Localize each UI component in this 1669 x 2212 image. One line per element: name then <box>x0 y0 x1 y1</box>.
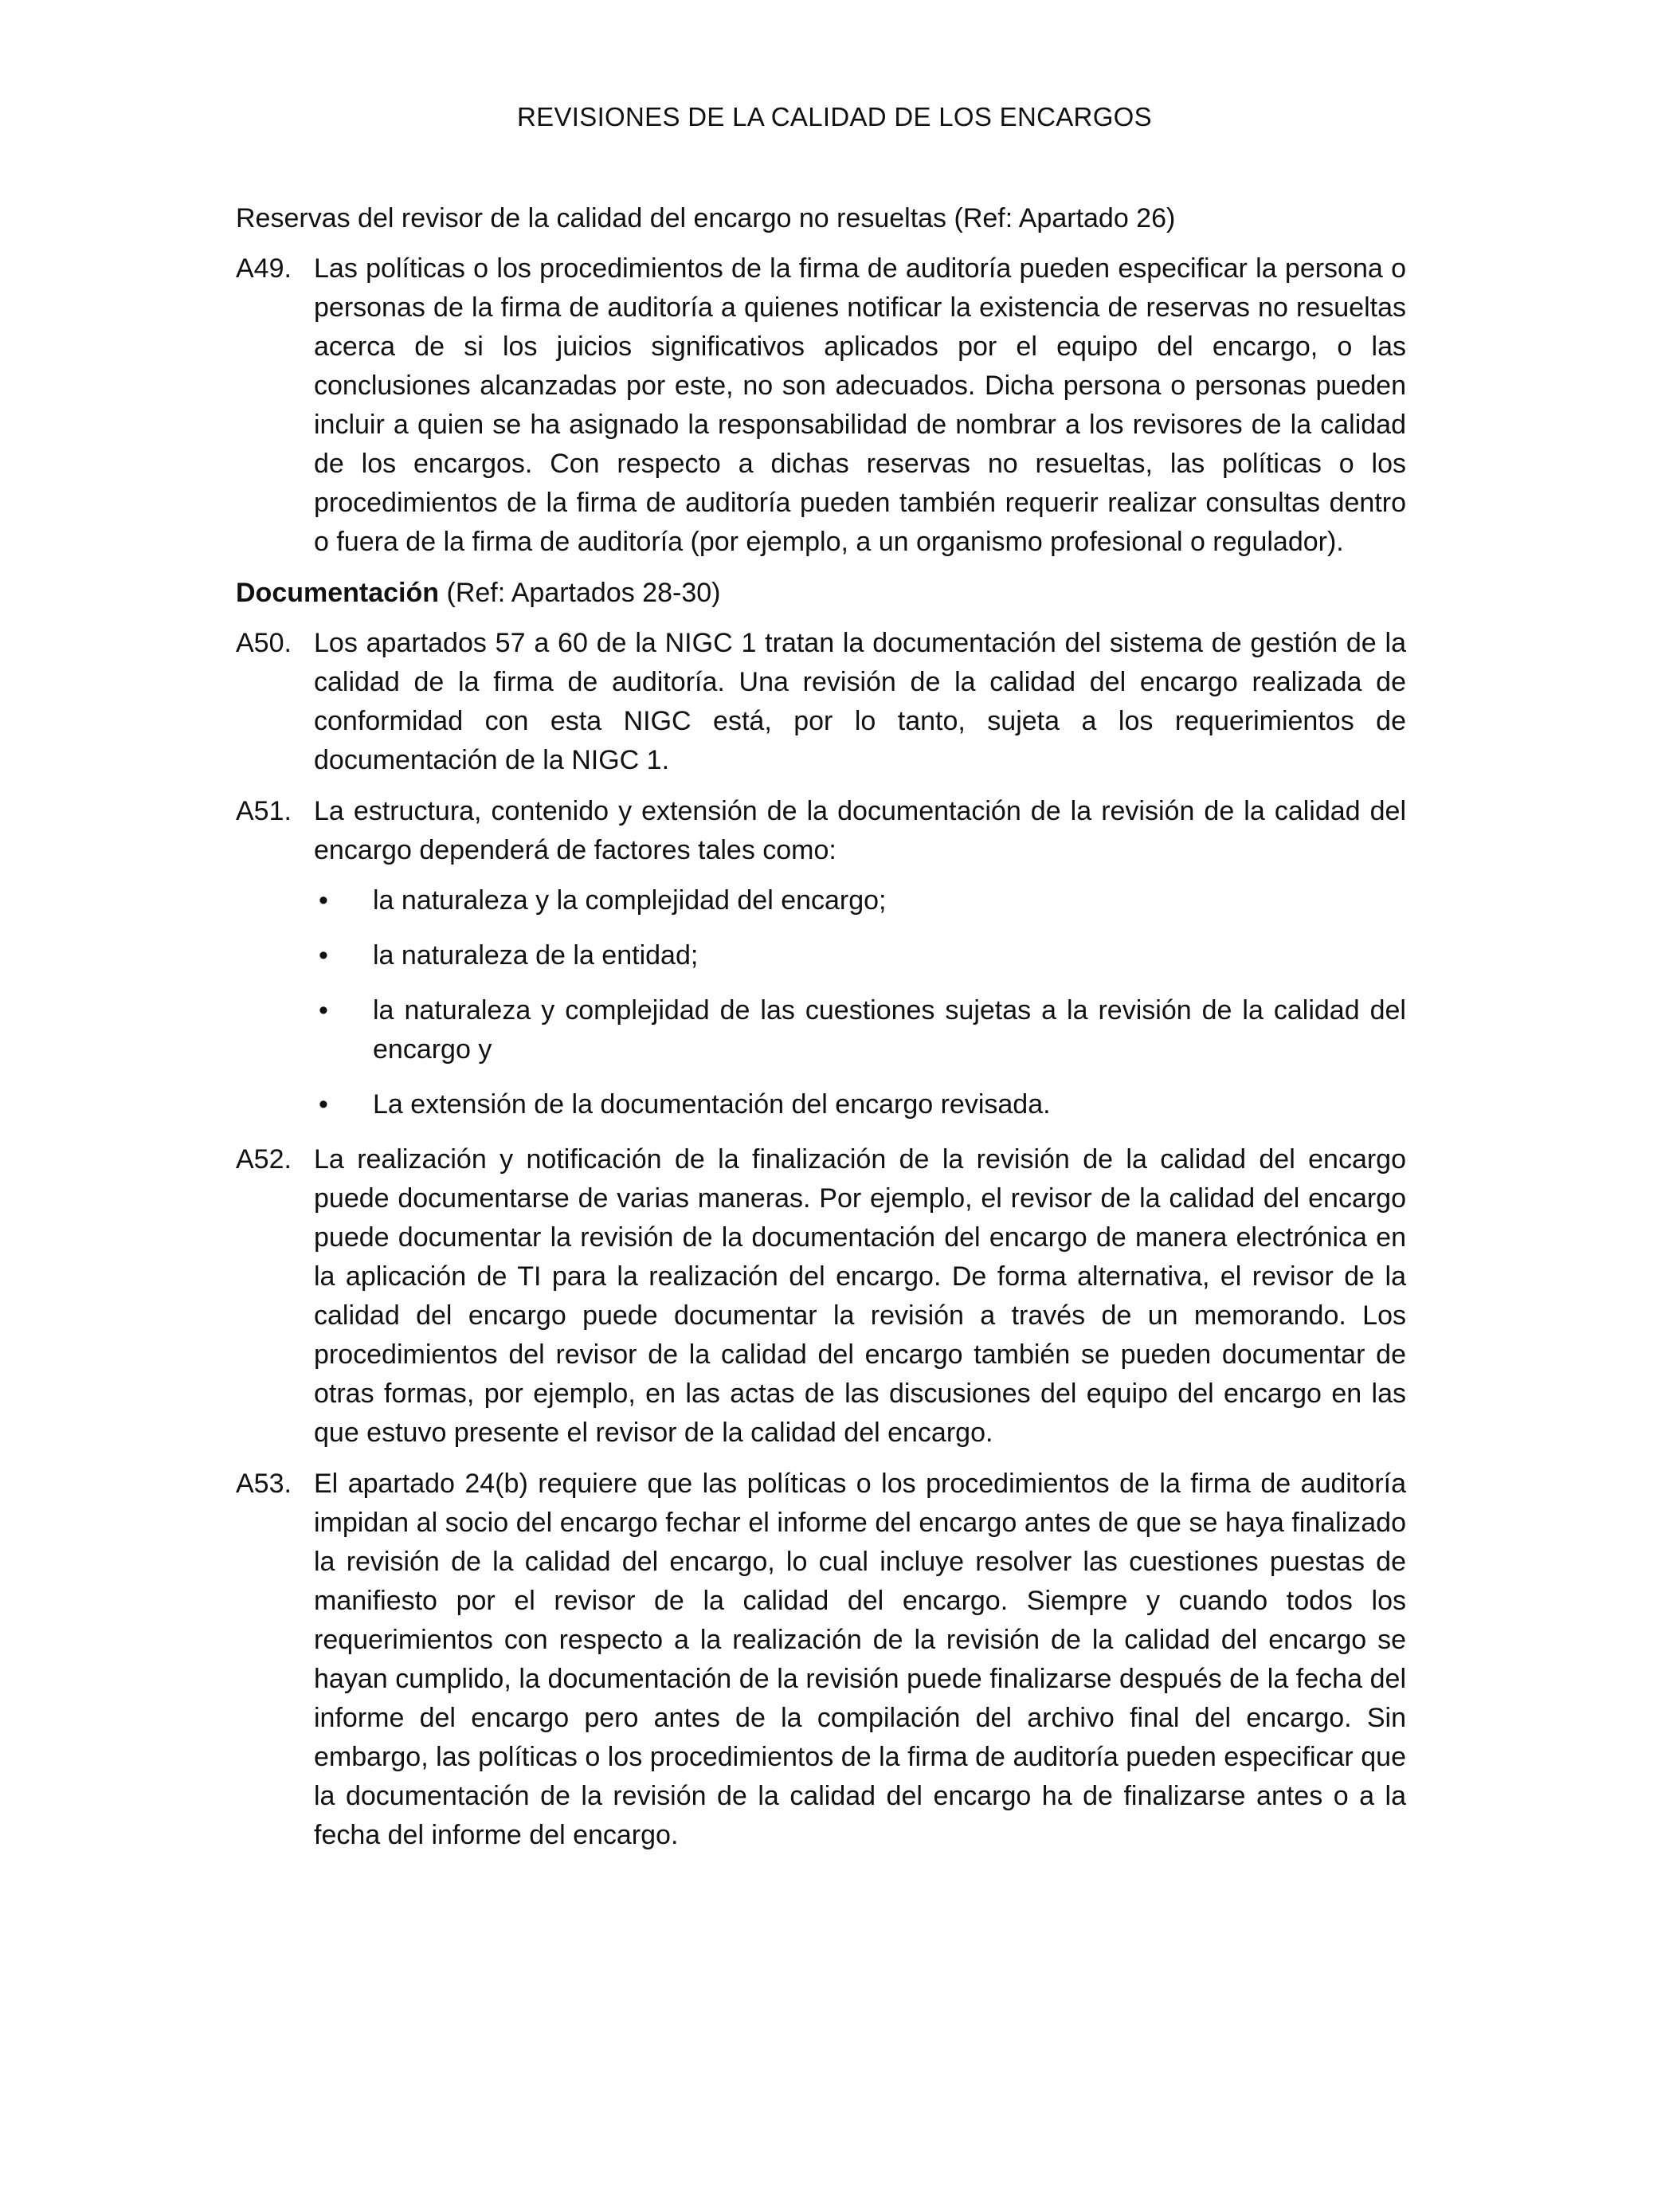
bullet-list <box>314 881 1406 1124</box>
subsection-heading: Reservas del revisor de la calidad del encargo no resueltas (Ref: Apartado 26) <box>236 203 1176 233</box>
bullet-icon: • <box>319 940 328 971</box>
list-item <box>314 936 1406 975</box>
paragraph-text: La realización y notificación de la finalización de la revisión de la calidad del encargo puede documentarse de varias maneras. Por ejemplo, el revisor de la calidad del encargo puede documentar la revisión de la documentación del encargo de manera electrónica en la aplicación de TI para la realización del encargo. De forma alternativa, el revisor de la calidad del encargo puede documentar la revisión a través de un memorando. Los procedimientos del revisor de la calidad del encargo también se pueden documentar de otras formas, por ejemplo, en las actas de las discusiones del equipo del encargo en las que estuvo presente el revisor de la calidad del encargo. <box>314 1144 1406 1448</box>
paragraph-number: A49. <box>236 253 292 284</box>
bullet-icon: • <box>319 1089 328 1120</box>
paragraph-text: La estructura, contenido y extensión de la documentación de la revisión de la calidad del encargo dependerá de factores tales como: <box>314 796 1406 865</box>
section-reference: (Ref: Apartados 28-30) <box>439 578 721 608</box>
paragraph-number: A51. <box>236 796 292 826</box>
paragraph-a52 <box>236 1140 1406 1453</box>
list-item <box>314 991 1406 1069</box>
paragraph-number: A52. <box>236 1144 292 1175</box>
list-item-text: la naturaleza de la entidad; <box>373 940 699 971</box>
paragraph-text: Los apartados 57 a 60 de la NIGC 1 tratan la documentación del sistema de gestión de la calidad de la firma de auditoría. Una revisión de la calidad del encargo realizada de conformidad con esta NIGC está, por lo tanto, sujeta a los requerimientos de documentación de la NIGC 1. <box>314 628 1406 775</box>
list-item-text: la naturaleza y la complejidad del encargo; <box>373 885 887 916</box>
paragraph-a50 <box>236 624 1406 780</box>
list-item <box>314 881 1406 920</box>
list-item <box>314 1085 1406 1124</box>
paragraph-text: El apartado 24(b) requiere que las políticas o los procedimientos de la firma de auditoría impidan al socio del encargo fechar el informe del encargo antes de que se haya finalizado la revisión de la calidad del encargo, lo cual incluye resolver las cuestiones puestas de manifiesto por el revisor de la calidad del encargo. Siempre y cuando todos los requerimientos con respecto a la realización de la revisión de la calidad del encargo se hayan cumplido, la documentación de la revisión puede finalizarse después de la fecha del informe del encargo pero antes de la compilación del archivo final del encargo. Sin embargo, las políticas o los procedimientos de la firma de auditoría pueden especificar que la documentación de la revisión de la calidad del encargo ha de finalizarse antes o a la fecha del informe del encargo. <box>314 1469 1406 1850</box>
section-title: Documentación <box>236 578 440 608</box>
page-content <box>236 199 1406 1867</box>
list-item-text: La extensión de la documentación del encargo revisada. <box>373 1089 1051 1120</box>
paragraph-a51 <box>236 792 1406 1124</box>
bullet-icon: • <box>319 885 328 916</box>
paragraph-number: A50. <box>236 628 292 658</box>
list-item-text: la naturaleza y complejidad de las cuestiones sujetas a la revisión de la calidad del encargo y <box>373 995 1406 1065</box>
section-heading <box>236 574 1406 613</box>
paragraph-number: A53. <box>236 1469 292 1499</box>
bullet-icon: • <box>319 995 328 1026</box>
running-header: REVISIONES DE LA CALIDAD DE LOS ENCARGOS <box>517 102 1152 131</box>
paragraph-a53 <box>236 1465 1406 1855</box>
paragraph-text: Las políticas o los procedimientos de la firma de auditoría pueden especificar la persona o personas de la firma de auditoría a quienes notificar la existencia de reservas no resueltas acerca de si los juicios significativos aplicados por el equipo del encargo, o las conclusiones alcanzadas por este, no son adecuados. Dicha persona o personas pueden incluir a quien se ha asignado la responsabilidad de nombrar a los revisores de la calidad de los encargos. Con respecto a dichas reservas no resueltas, las políticas o los procedimientos de la firma de auditoría pueden también requerir realizar consultas dentro o fuera de la firma de auditoría (por ejemplo, a un organismo profesional o regulador). <box>314 253 1406 557</box>
paragraph-a49 <box>236 249 1406 562</box>
